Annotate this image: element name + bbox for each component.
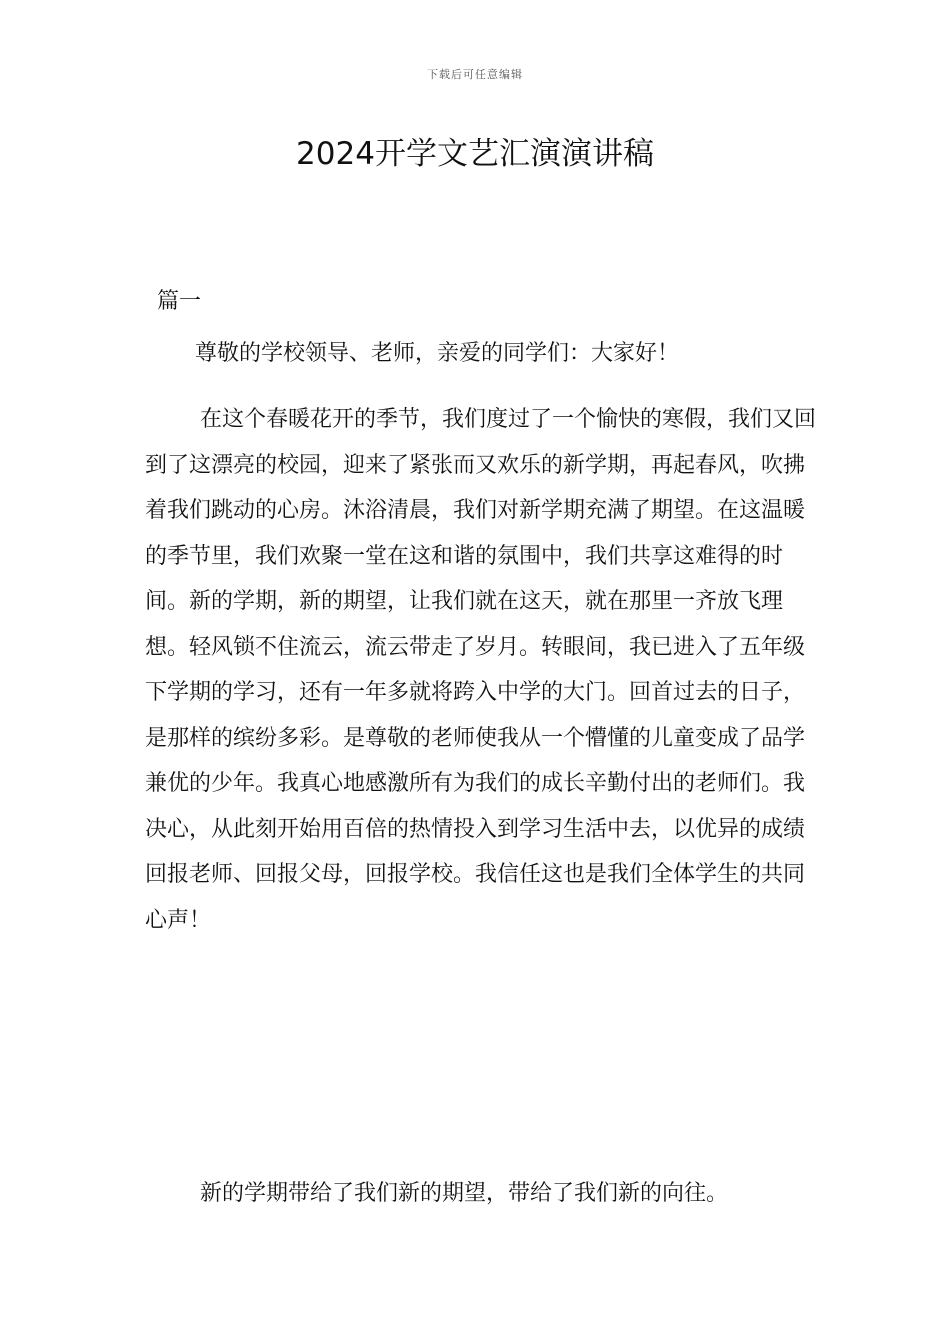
- document-title: 2024开学文艺汇演演讲稿: [296, 136, 654, 172]
- header-note: 下载后可任意编辑: [427, 68, 523, 81]
- section-label: 篇一: [157, 289, 202, 314]
- body-paragraph-2: 新的学期带给了我们新的期望，带给了我们新的向往。: [200, 1181, 729, 1206]
- greeting-line: 尊敬的学校领导、老师，亲爱的同学们：大家好！: [195, 341, 680, 366]
- body-paragraph-1: 在这个春暖花开的季节，我们度过了一个愉快的寒假，我们又回到了这漂亮的校园，迎来了紧张而又欢乐的新学期，再起春风，吹拂着我们跳动的心房。沐浴清晨，我们对新学期充满了期望。在这温暖的季节里，我们欢聚一堂在这和谐的氛围中，我们共享这难得的时间。新的学期，新的期望，让我们就在这天，就在那里一齐放飞理想。轻风锁不住流云，流云带走了岁月。转眼间，我已进入了五年级下学期的学习，还有一年多就将跨入中学的大门。回首过去的日子，是那样的缤纷多彩。是尊敬的老师使我从一个懵懂的儿童变成了品学兼优的少年。我真心地感激所有为我们的成长辛勤付出的老师们。我决心，从此刻开始用百倍的热情投入到学习生活中去，以优异的成绩回报老师、回报父母，回报学校。我信任这也是我们全体学生的共同心声！: [145, 407, 817, 933]
